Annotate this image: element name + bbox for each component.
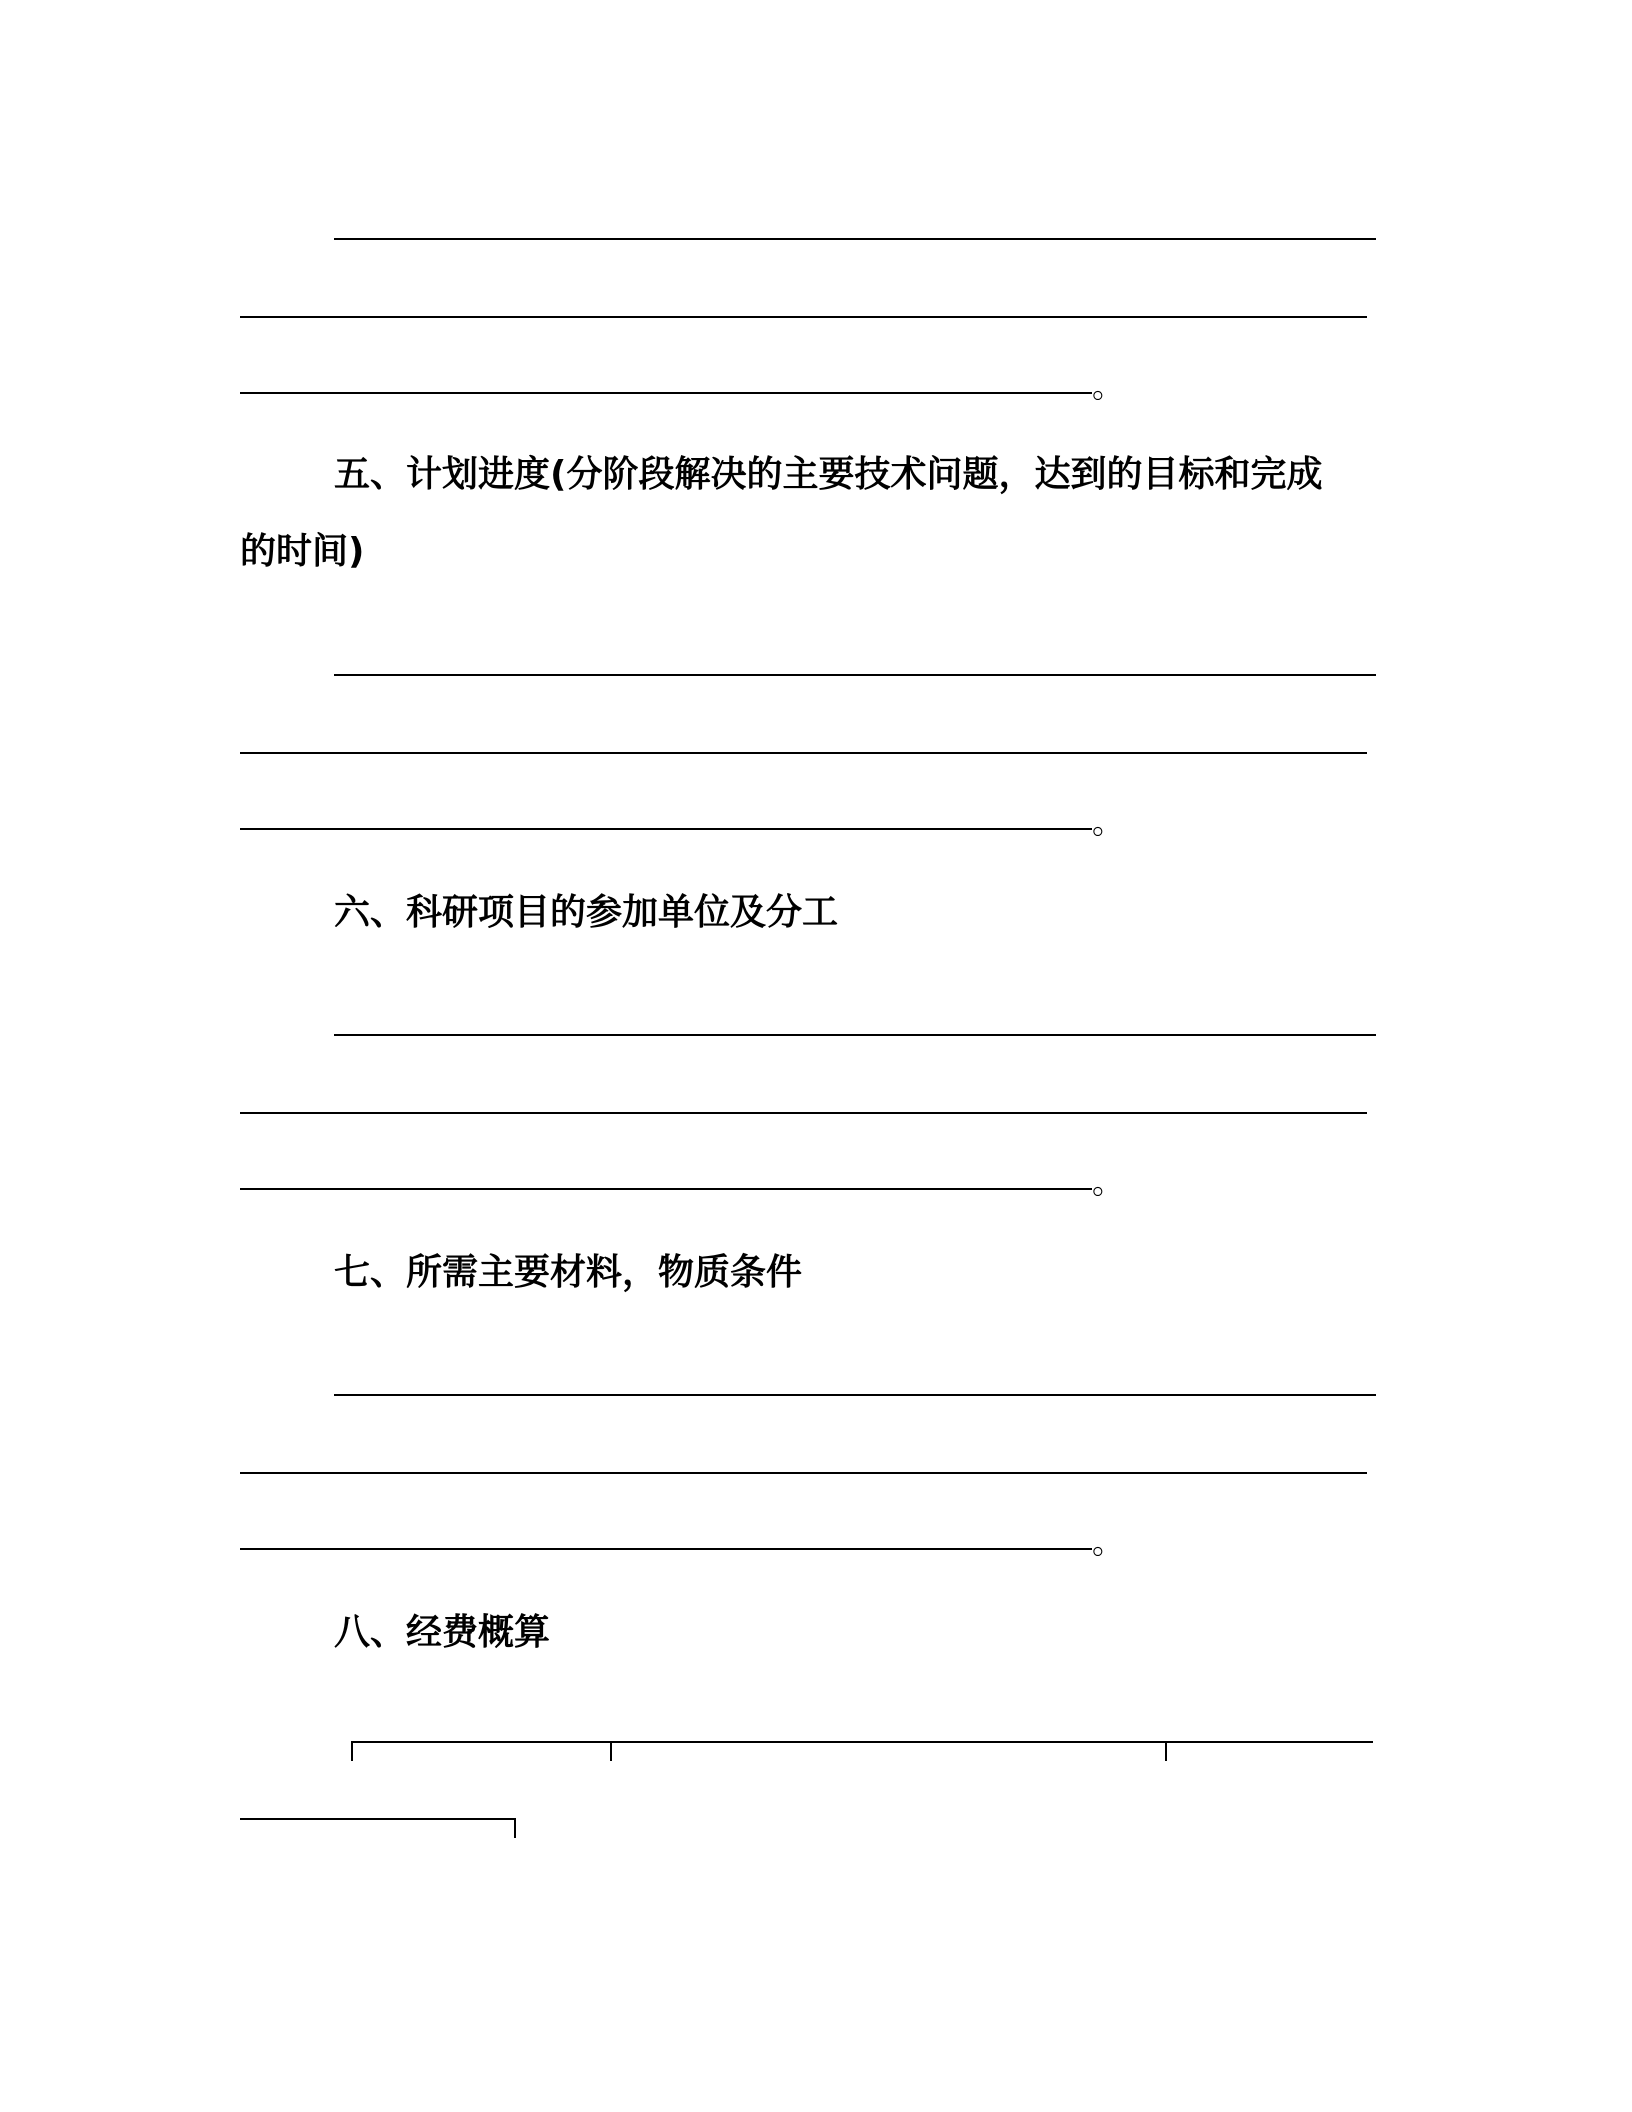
section-heading-eight: 八、经费概算 [334, 1612, 551, 1653]
period-mark: 。 [1092, 1163, 1125, 1201]
blank-line [240, 1472, 1367, 1474]
blank-line [240, 752, 1367, 754]
table-top-border [351, 1741, 1373, 1743]
section-heading-seven: 七、所需主要材料，物质条件 [334, 1252, 803, 1293]
table-column-divider [351, 1741, 353, 1761]
period-mark: 。 [1092, 1523, 1125, 1561]
section-heading-five-continued: 的时间) [240, 531, 365, 572]
table-column-divider [610, 1741, 612, 1761]
period-mark: 。 [1092, 367, 1125, 405]
table-column-divider [1165, 1741, 1167, 1761]
blank-line [334, 1394, 1376, 1396]
blank-line [240, 392, 1092, 394]
blank-line [334, 1034, 1376, 1036]
blank-line [334, 674, 1376, 676]
blank-line [240, 316, 1367, 318]
section-heading-five: 五、计划进度(分阶段解决的主要技术问题，达到的目标和完成 [334, 454, 1323, 495]
period-mark: 。 [1092, 803, 1125, 841]
blank-line [240, 1548, 1092, 1550]
table-column-divider [514, 1818, 516, 1838]
blank-line [240, 1188, 1092, 1190]
table-row-border [240, 1818, 516, 1820]
blank-line [240, 1112, 1367, 1114]
blank-line [240, 828, 1092, 830]
section-heading-six: 六、科研项目的参加单位及分工 [334, 892, 839, 933]
blank-line [334, 238, 1376, 240]
